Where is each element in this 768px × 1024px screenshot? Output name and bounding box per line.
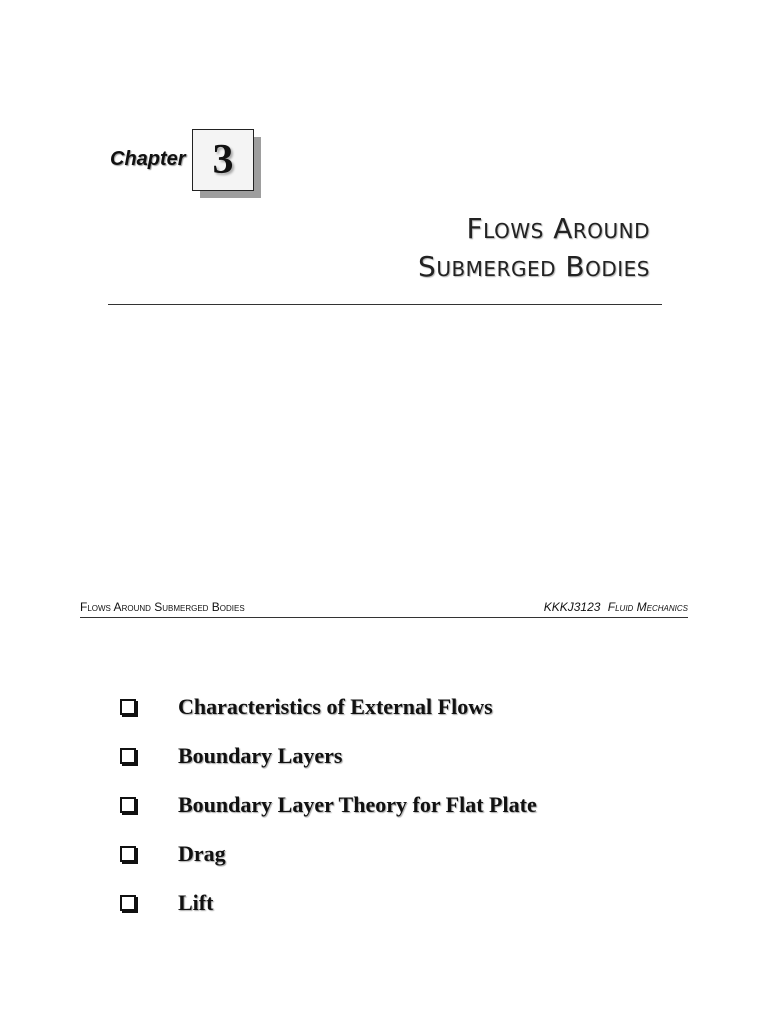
list-item [120,731,537,780]
chapter-number: 3 [212,137,234,183]
checkbox-bullet-icon [120,748,136,764]
chapter-label: Chapter [110,148,186,170]
topic-label: Drag [178,840,226,866]
title-divider [108,304,662,305]
chapter-title-line-2: Submerged Bodies [418,250,650,283]
chapter-number-box [192,129,254,191]
checkbox-bullet-icon [120,797,136,813]
topic-label: Boundary Layers [178,742,343,768]
topic-label: Characteristics of External Flows [178,693,493,719]
topic-list [120,682,537,927]
topic-label: Boundary Layer Theory for Flat Plate [178,791,537,817]
course-name: Fluid Mechanics [607,600,688,614]
chapter-title-line-1: Flows Around [466,212,650,245]
list-item [120,682,537,731]
list-item [120,829,537,878]
topic-label: Lift [178,889,214,915]
list-item [120,878,537,927]
running-header-right [544,600,688,614]
list-item [120,780,537,829]
checkbox-bullet-icon [120,895,136,911]
header-divider [80,617,688,618]
running-header-left: Flows Around Submerged Bodies [80,600,245,614]
checkbox-bullet-icon [120,846,136,862]
course-code: KKKJ3123 [543,600,601,614]
chapter-title [418,210,650,286]
checkbox-bullet-icon [120,699,136,715]
